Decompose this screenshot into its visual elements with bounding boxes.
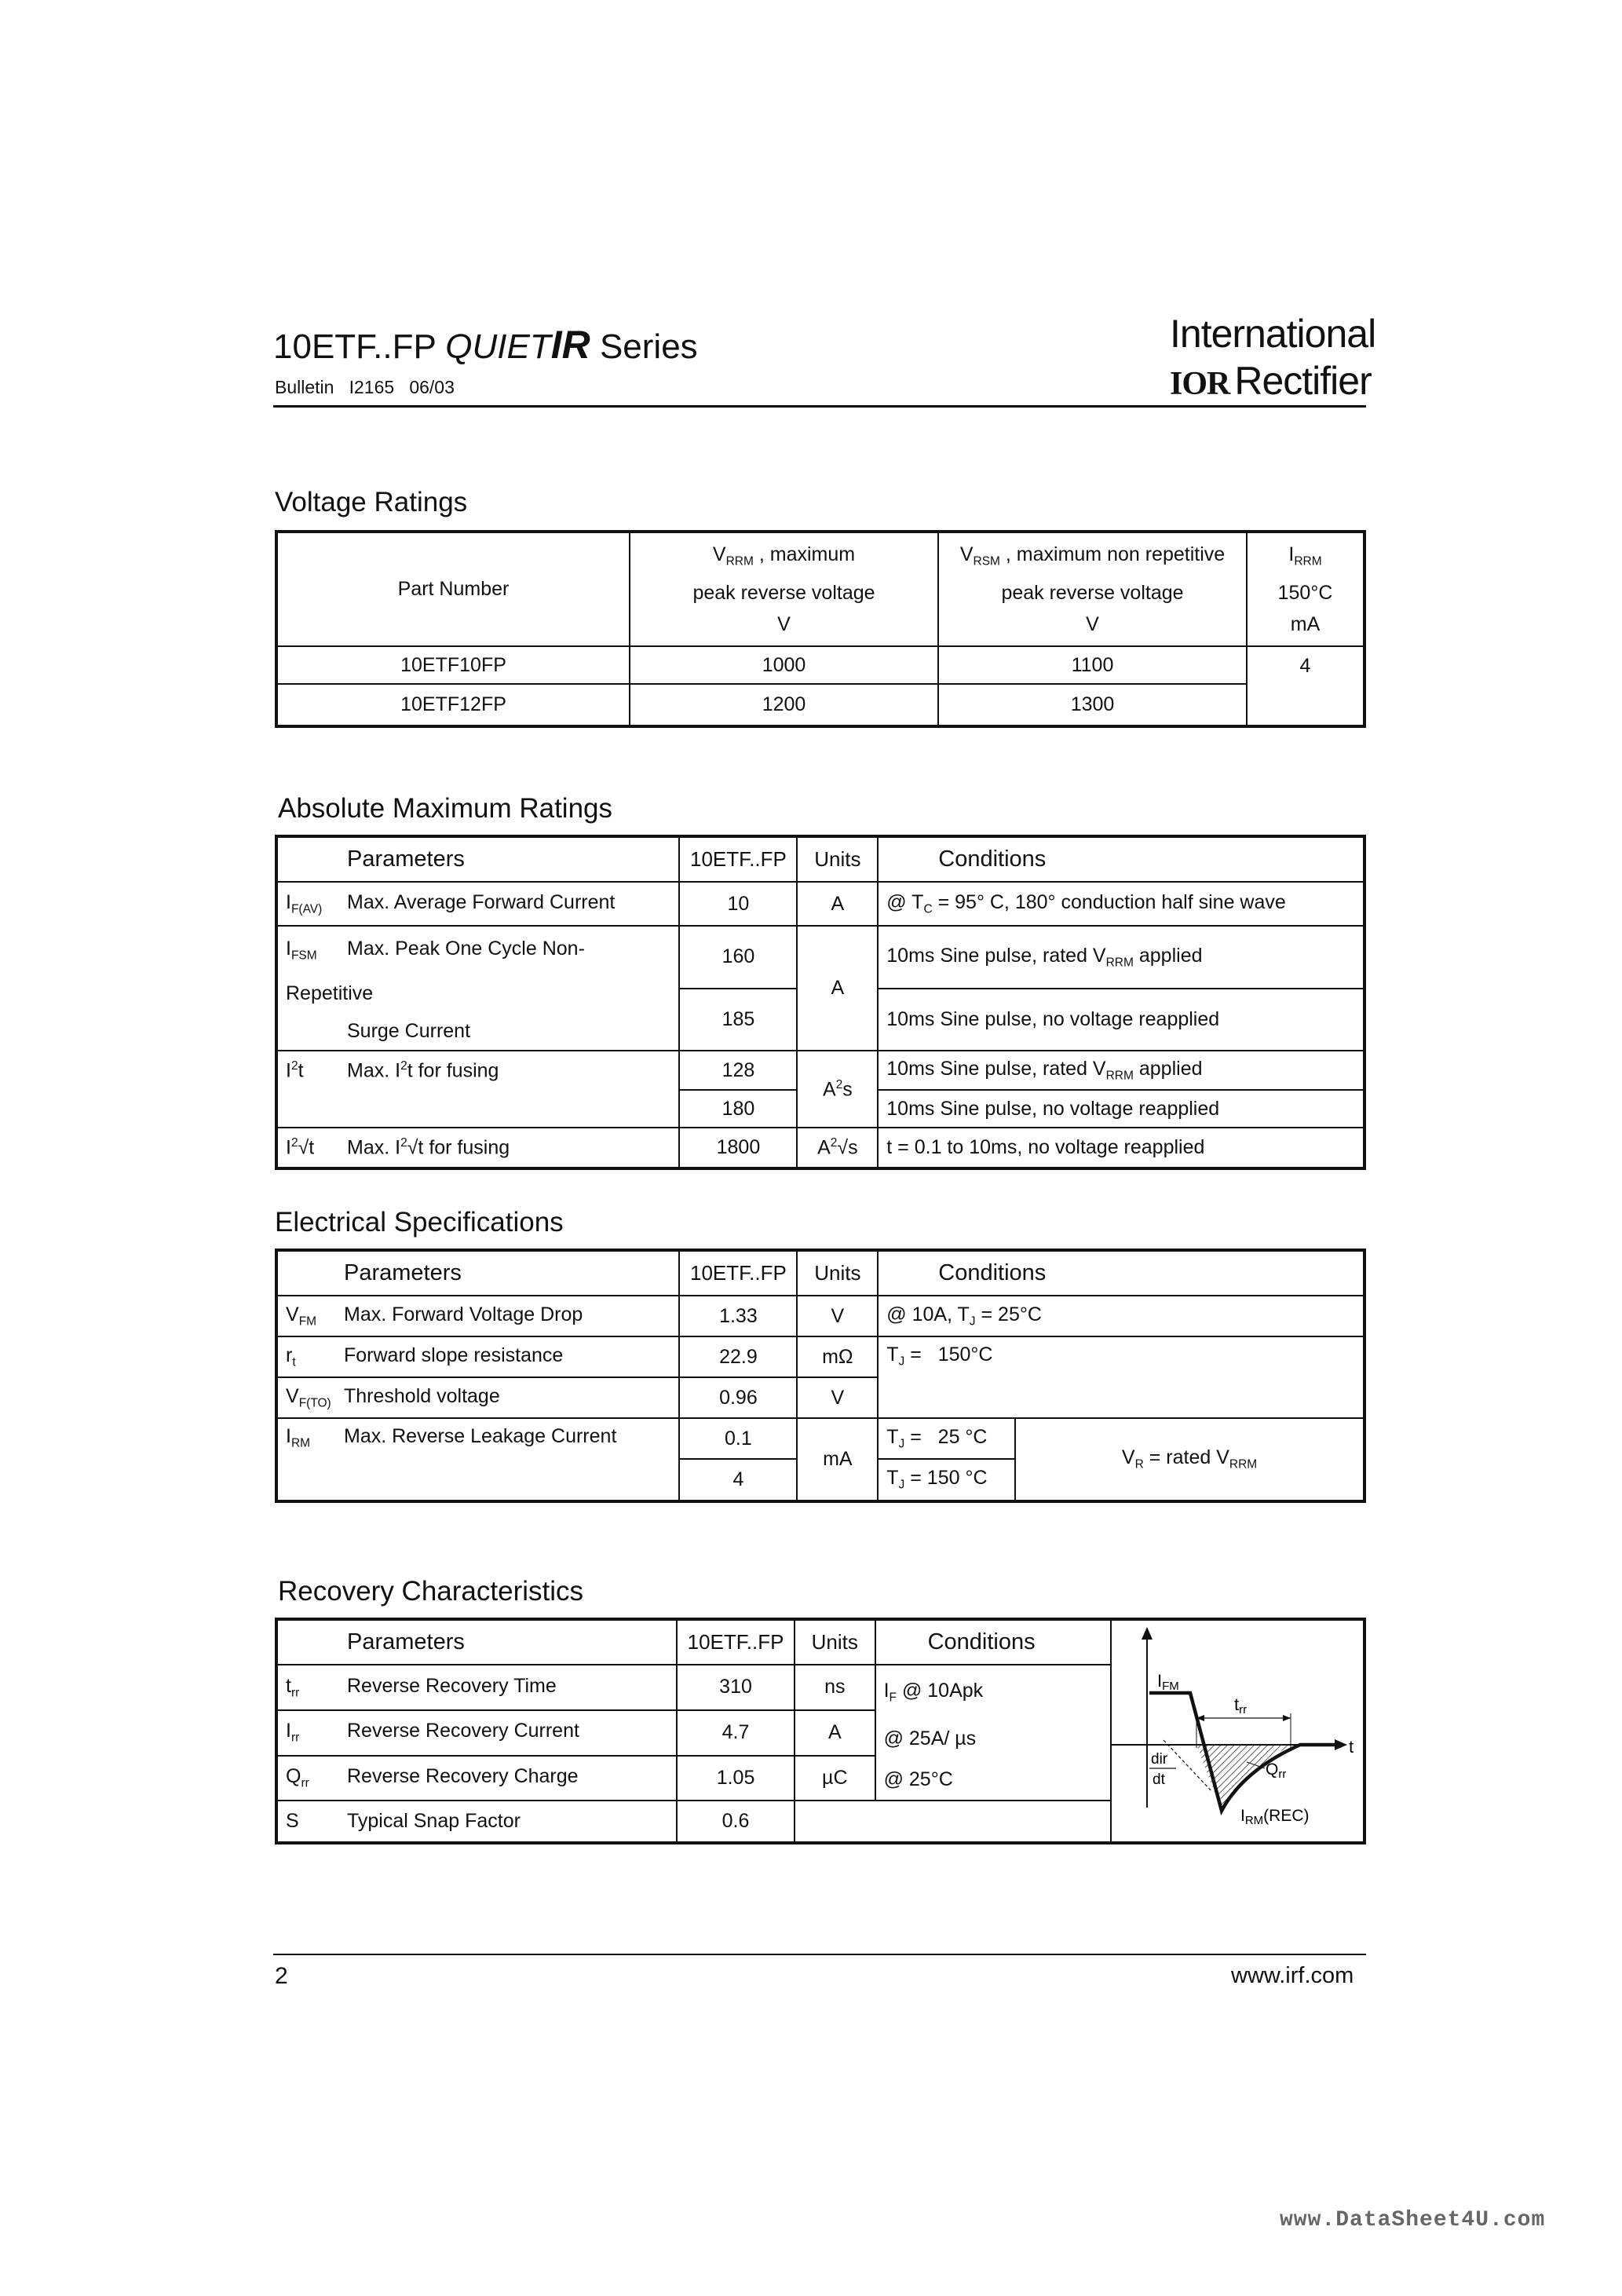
- param-ifav: $I_{F(AV)}$ Max. Average Forward Current: [276, 882, 679, 926]
- value-cell: 4.7: [677, 1710, 795, 1756]
- table-row: [276, 882, 1364, 926]
- company-logo-line1: International: [1170, 312, 1376, 356]
- value-cell: 180: [679, 1090, 797, 1128]
- unit-cell: A: [795, 1710, 875, 1756]
- table-row: [276, 1128, 1364, 1168]
- param-trr: $t_{rr}$ Reverse Recovery Time: [276, 1665, 677, 1710]
- param-ifsm: $I_{FSM}$ Max. Peak One Cycle Non-Repetitive Surge Current: [276, 926, 679, 1051]
- col-irrm: $I_{RRM}$ 150°C mA: [1247, 532, 1364, 646]
- unit-cell: V: [797, 1296, 878, 1336]
- condition-cell: 10ms Sine pulse, rated $V_{RRM}$ applied: [878, 1051, 1364, 1090]
- bulletin-number: Bulletin I2165 06/03: [275, 377, 455, 397]
- param-i2sqrt-t: $I^2√t$ Max. $I^2√t$ for fusing: [276, 1128, 679, 1168]
- param-qrr: $Q_{rr}$ Reverse Recovery Charge: [276, 1756, 677, 1801]
- part-number-cell: 10ETF12FP: [276, 684, 630, 726]
- absolute-maximum-ratings-table: [275, 835, 1366, 1170]
- recovery-characteristics-table: [275, 1618, 1366, 1844]
- unit-cell: A: [797, 882, 878, 926]
- footer-rule: [273, 1954, 1366, 1955]
- voltage-ratings-table: [275, 530, 1366, 728]
- unit-cell: ns: [795, 1665, 875, 1710]
- part-number-cell: 10ETF10FP: [276, 646, 630, 684]
- value-cell: 0.1: [679, 1418, 797, 1459]
- param-vfm: $V_{FM}$ Max. Forward Voltage Drop: [276, 1296, 679, 1336]
- company-logo-line2: IOR Rectifier: [1170, 359, 1372, 403]
- unit-cell: mΩ: [797, 1336, 878, 1377]
- param-i2t: $I^2t$ Max. $I^2t$ for fusing: [276, 1051, 679, 1128]
- header-parameters: Parameters: [276, 1250, 679, 1296]
- label-dir: dir: [1150, 1751, 1168, 1768]
- param-rt: $r_t$ Forward slope resistance: [276, 1336, 679, 1377]
- recovery-waveform-diagram: [1112, 1621, 1363, 1830]
- condition-cell: 10ms Sine pulse, no voltage reapplied: [878, 989, 1364, 1051]
- table-header-row: [276, 1250, 1364, 1296]
- header-units: Units: [797, 1250, 878, 1296]
- param-irr: $I_{rr}$ Reverse Recovery Current: [276, 1710, 677, 1756]
- document-title: 10ETF..FP QUIETIR Series: [273, 323, 698, 367]
- col-part-number: Part Number: [276, 532, 630, 646]
- value-cell: 1.33: [679, 1296, 797, 1336]
- table-header-row: [276, 836, 1364, 882]
- absolute-maximum-ratings-title: Absolute Maximum Ratings: [278, 793, 612, 824]
- vrrm-cell: 1000: [630, 646, 938, 684]
- param-irm: $I_{RM}$ Max. Reverse Leakage Current: [276, 1418, 679, 1501]
- website-link[interactable]: www.irf.com: [1231, 1963, 1354, 1988]
- table-row: [276, 1296, 1364, 1336]
- header-conditions: Conditions: [878, 836, 1364, 882]
- value-cell: 4: [679, 1459, 797, 1501]
- vrsm-cell: 1300: [938, 684, 1247, 726]
- header-rule: [273, 405, 1366, 408]
- condition-cell: @ $T_C = 95^\circ$ C, 180° conduction half sine wave: [878, 882, 1364, 926]
- condition-cell: 10ms Sine pulse, rated $V_{RRM}$ applied: [878, 926, 1364, 989]
- table-row: [276, 1336, 1364, 1377]
- unit-cell: $A^2√s$: [797, 1128, 878, 1168]
- page-number: 2: [275, 1963, 288, 1989]
- electrical-specifications-table: [275, 1249, 1366, 1503]
- value-cell: 310: [677, 1665, 795, 1710]
- condition-cell: $I_F$ @ 10Apk @ 25A/ µs @ 25°C: [875, 1665, 1111, 1801]
- condition-cell: $T_J = 150$ °C: [878, 1459, 1015, 1501]
- value-cell: 10: [679, 882, 797, 926]
- table-row: [276, 684, 1364, 726]
- condition-cell: $T_J = 25$ °C: [878, 1418, 1015, 1459]
- table-header-row: [276, 532, 1364, 646]
- watermark: www.DataSheet4U.com: [1280, 2208, 1546, 2232]
- condition-cell-vr: $V_R$ = rated $V_{RRM}$: [1015, 1418, 1364, 1501]
- label-t: t: [1348, 1737, 1354, 1757]
- value-cell: 22.9: [679, 1336, 797, 1377]
- irrm-cell: 4: [1247, 646, 1364, 726]
- table-row: [276, 1051, 1364, 1090]
- label-dt: dt: [1152, 1771, 1165, 1788]
- param-snap-factor: S Typical Snap Factor: [276, 1801, 677, 1843]
- value-cell: 1800: [679, 1128, 797, 1168]
- value-cell: 160: [679, 926, 797, 989]
- value-cell: 128: [679, 1051, 797, 1090]
- condition-cell: t = 0.1 to 10ms, no voltage reapplied: [878, 1128, 1364, 1168]
- header-conditions: Conditions: [878, 1250, 1364, 1296]
- empty-cell: [795, 1801, 1111, 1843]
- header-value: 10ETF..FP: [679, 836, 797, 882]
- header-parameters: Parameters: [276, 1619, 677, 1665]
- header-units: Units: [795, 1619, 875, 1665]
- header-conditions: Conditions: [875, 1619, 1111, 1665]
- condition-cell: @ 10A, $T_J = 25^\circ C$: [878, 1296, 1364, 1336]
- table-row: [276, 646, 1364, 684]
- y-axis-arrow-icon: [1142, 1627, 1153, 1640]
- header-units: Units: [797, 836, 878, 882]
- param-vfto: $V_{F(TO)}$ Threshold voltage: [276, 1377, 679, 1418]
- condition-cell: 10ms Sine pulse, no voltage reapplied: [878, 1090, 1364, 1128]
- electrical-specifications-title: Electrical Specifications: [275, 1207, 564, 1238]
- trr-arrow-right-icon: [1283, 1715, 1291, 1721]
- ior-logo-mark: IOR: [1170, 366, 1230, 402]
- vrsm-cell: 1100: [938, 646, 1247, 684]
- label-ifm: IFM: [1156, 1671, 1179, 1693]
- recovery-characteristics-title: Recovery Characteristics: [278, 1576, 583, 1607]
- recovery-waveform-cell: [1111, 1619, 1364, 1843]
- label-trr: trr: [1233, 1695, 1248, 1717]
- vrrm-cell: 1200: [630, 684, 938, 726]
- condition-cell: $T_J = 150^\circ C$: [878, 1336, 1364, 1418]
- table-header-row: [276, 1619, 1364, 1665]
- header-value: 10ETF..FP: [677, 1619, 795, 1665]
- value-cell: 1.05: [677, 1756, 795, 1801]
- label-qrr: Qrr: [1265, 1760, 1287, 1781]
- label-irm-rec: IRM(REC): [1240, 1807, 1310, 1827]
- value-cell: 0.96: [679, 1377, 797, 1418]
- col-vrrm: $V_{RRM}$ , maximum peak reverse voltage V: [630, 532, 938, 646]
- unit-cell: A: [797, 926, 878, 1051]
- voltage-ratings-title: Voltage Ratings: [275, 487, 468, 517]
- col-vrsm: $V_{RSM}$ , maximum non repetitive peak reverse voltage V: [938, 532, 1247, 646]
- unit-cell: µC: [795, 1756, 875, 1801]
- unit-cell: $A^2s$: [797, 1051, 878, 1128]
- value-cell: 185: [679, 989, 797, 1051]
- header-value: 10ETF..FP: [679, 1250, 797, 1296]
- unit-cell: mA: [797, 1418, 878, 1501]
- unit-cell: V: [797, 1377, 878, 1418]
- table-row: [276, 1418, 1364, 1459]
- header-parameters: Parameters: [276, 836, 679, 882]
- table-row: [276, 926, 1364, 989]
- value-cell: 0.6: [677, 1801, 795, 1843]
